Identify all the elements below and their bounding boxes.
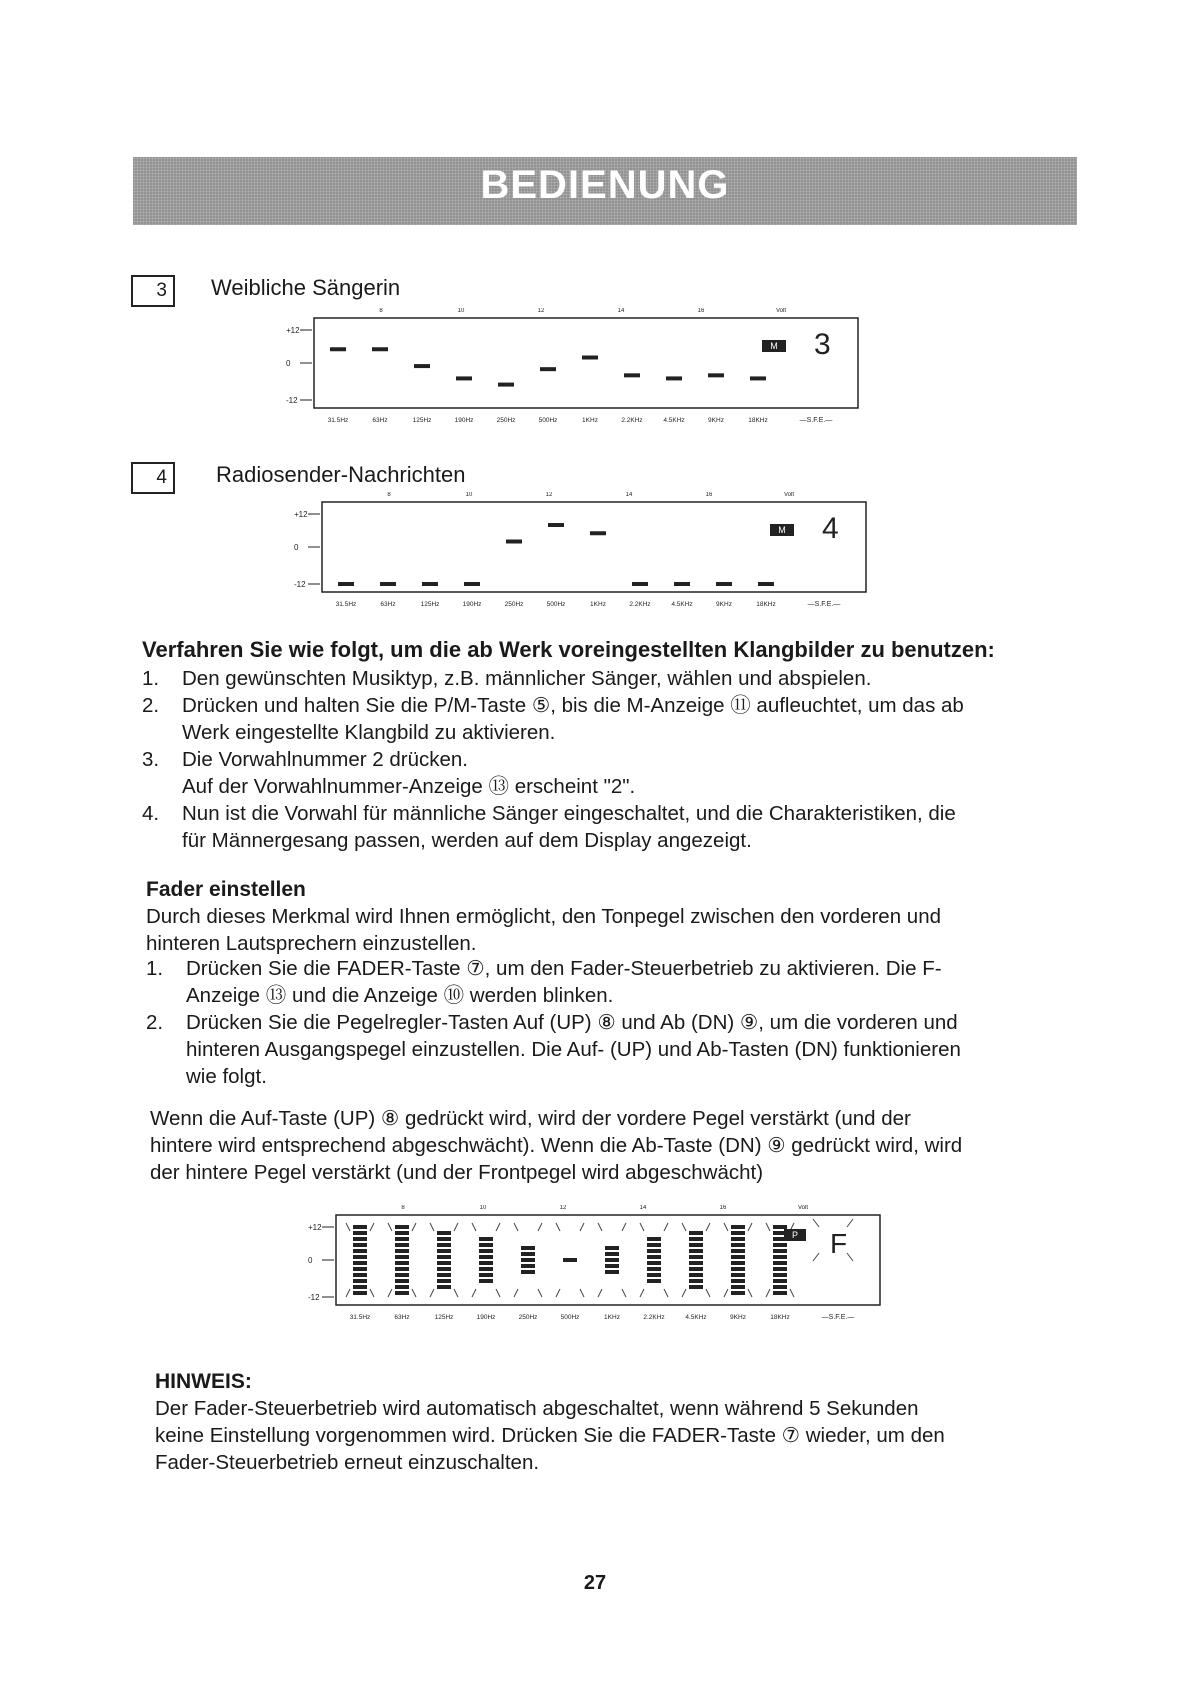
fader-bar-segment [689, 1279, 703, 1283]
fader-bar-segment [689, 1273, 703, 1277]
eq-band-marker [422, 582, 438, 586]
fader-bar-segment [773, 1291, 787, 1295]
top-tick-label: Volt [775, 308, 787, 314]
fader-bar-segment [731, 1267, 745, 1271]
eq-band-marker [372, 347, 388, 351]
fader-bar-segment [731, 1285, 745, 1289]
step-line: Werk eingestellte Klangbild zu aktivieren. [182, 721, 556, 744]
step-line: Die Vorwahlnummer 2 drücken. [182, 748, 468, 771]
step-number: 4. [142, 802, 160, 825]
freq-label: 250Hz [496, 417, 516, 424]
freq-label: 500Hz [546, 601, 566, 608]
freq-label: 4.5KHz [685, 1314, 707, 1321]
freq-label: 18KHz [756, 601, 776, 608]
top-tick-label: 14 [617, 308, 625, 314]
display-frame [314, 318, 858, 408]
list-item [142, 665, 1072, 692]
top-tick-label: 14 [625, 492, 633, 498]
eq-band-marker [666, 376, 682, 380]
eq-band-marker [506, 540, 522, 544]
eq-band-marker [758, 582, 774, 586]
freq-label: 31.5Hz [349, 1314, 371, 1321]
fader-bar-segment [479, 1279, 493, 1283]
step-line: für Männergesang passen, werden auf dem Display angezeigt. [182, 829, 752, 852]
fader-bar-segment [605, 1252, 619, 1256]
fader-bar-segment [773, 1261, 787, 1265]
eq-band-marker [624, 373, 640, 377]
fader-bar-segment [647, 1255, 661, 1259]
fader-bar-segment [689, 1243, 703, 1247]
preset-digit: 3 [814, 328, 831, 361]
freq-label: 4.5KHz [671, 601, 693, 608]
freq-label: 63Hz [372, 417, 388, 424]
fader-bar-segment [521, 1252, 535, 1256]
fader-bar-segment [773, 1243, 787, 1247]
preset-number-box: 4 [131, 462, 175, 494]
fader-bar-segment [647, 1273, 661, 1277]
step-number: 1. [146, 957, 164, 980]
fader-bar-segment [731, 1261, 745, 1265]
freq-label: 125Hz [434, 1314, 454, 1321]
fader-bar-segment [521, 1246, 535, 1250]
eq-band-marker [414, 364, 430, 368]
freq-label: 125Hz [412, 417, 432, 424]
fader-letter: F [830, 1228, 848, 1259]
top-tick-label: 12 [559, 1205, 567, 1211]
note-text [155, 1395, 1085, 1476]
blink-ray [472, 1223, 500, 1297]
freq-label: 63Hz [394, 1314, 410, 1321]
top-tick-label: 12 [537, 308, 545, 314]
display-frame [322, 502, 866, 592]
freq-label: 1KHz [604, 1314, 620, 1321]
step-line: Den gewünschten Musiktyp, z.B. männlicher Sänger, wählen und abspielen. [182, 667, 872, 690]
fader-bar-segment [437, 1237, 451, 1241]
eq-band-marker [750, 376, 766, 380]
fader-bar-segment [353, 1249, 367, 1253]
fader-bar-segment [773, 1249, 787, 1253]
fader-bar-segment [689, 1267, 703, 1271]
freq-label: 4.5KHz [663, 417, 685, 424]
fader-bar-segment [437, 1249, 451, 1253]
step-line: hinteren Ausgangspegel einzustellen. Die Auf- (UP) und Ab-Tasten (DN) funktionieren [186, 1038, 961, 1061]
list-item [142, 800, 1072, 854]
step-line: Auf der Vorwahlnummer-Anzeige ⑬ erscheint "2". [182, 775, 636, 798]
note-heading: HINWEIS: [155, 1370, 252, 1393]
top-tick-label: Volt [797, 1205, 809, 1211]
header-banner [133, 157, 1077, 225]
eq-band-marker [456, 376, 472, 380]
top-tick-label: 16 [705, 492, 713, 498]
y-scale-label: +12 [308, 1223, 322, 1232]
fader-bar-segment [395, 1243, 409, 1247]
fader-bar-segment [479, 1267, 493, 1271]
fader-bar-segment [731, 1255, 745, 1259]
fader-bar-segment [731, 1237, 745, 1241]
freq-label: 500Hz [560, 1314, 580, 1321]
fader-bar-segment [437, 1279, 451, 1283]
y-scale-label: 0 [286, 359, 291, 368]
fader-bar-segment [479, 1243, 493, 1247]
freq-label: 190Hz [454, 417, 474, 424]
freq-label: 125Hz [420, 601, 440, 608]
step-line: Drücken Sie die Pegelregler-Tasten Auf (UP) ⑧ und Ab (DN) ⑨, um die vorderen und [186, 1011, 958, 1034]
eq-band-marker [540, 367, 556, 371]
fader-bar-segment [353, 1225, 367, 1229]
freq-label: 2.2KHz [643, 1314, 665, 1321]
step-number: 2. [142, 694, 160, 717]
fader-bar-segment [773, 1225, 787, 1229]
text-line: Durch dieses Merkmal wird Ihnen ermöglicht, den Tonpegel zwischen den vorderen und [146, 905, 941, 928]
fader-bar-segment [395, 1291, 409, 1295]
fader-bar-segment [647, 1279, 661, 1283]
blink-ray [640, 1223, 668, 1297]
freq-label: 18KHz [770, 1314, 790, 1321]
eq-band-marker [330, 347, 346, 351]
instructions-list [142, 665, 1072, 854]
step-line: Drücken Sie die FADER-Taste ⑦, um den Fader-Steuerbetrieb zu aktivieren. Die F- [186, 957, 942, 980]
fader-bar-segment [647, 1237, 661, 1241]
sfe-label: —S.F.E.— [799, 417, 833, 424]
eq-display-2 [294, 492, 914, 627]
freq-label: 31.5Hz [335, 601, 357, 608]
fader-bar-segment [647, 1249, 661, 1253]
eq-band-marker [582, 356, 598, 360]
freq-label: 2.2KHz [629, 601, 651, 608]
top-tick-label: 12 [545, 492, 553, 498]
fader-bar-segment [437, 1255, 451, 1259]
fader-bar-segment [689, 1249, 703, 1253]
fader-bar-segment [353, 1285, 367, 1289]
list-item [146, 955, 1076, 1009]
eq-band-marker [498, 383, 514, 387]
p-indicator-label: P [791, 1230, 799, 1240]
fader-display [308, 1205, 928, 1340]
fader-bar-segment [395, 1237, 409, 1241]
fader-bar-segment [395, 1273, 409, 1277]
fader-bar-segment [479, 1249, 493, 1253]
fader-bar-segment [689, 1261, 703, 1265]
fader-bar-segment [353, 1261, 367, 1265]
top-tick-label: 8 [401, 1205, 405, 1211]
y-scale-label: 0 [294, 543, 299, 552]
step-line: Nun ist die Vorwahl für männliche Sänger eingeschaltet, und die Charakteristiken, die [182, 802, 956, 825]
fader-bar-segment [731, 1243, 745, 1247]
y-scale-label: +12 [286, 326, 300, 335]
step-line: Drücken und halten Sie die P/M-Taste ⑤, bis die M-Anzeige ⑪ aufleuchtet, um das ab [182, 694, 964, 717]
fader-bar-segment [605, 1270, 619, 1274]
fader-bar-segment [773, 1285, 787, 1289]
freq-label: 9KHz [716, 601, 732, 608]
step-number: 3. [142, 748, 160, 771]
freq-label: 250Hz [518, 1314, 538, 1321]
fader-bar-segment [689, 1255, 703, 1259]
list-item [142, 692, 1072, 746]
step-line: wie folgt. [186, 1065, 267, 1088]
fader-bar-segment [395, 1255, 409, 1259]
fader-bar-segment [353, 1243, 367, 1247]
fader-bar-segment [605, 1258, 619, 1262]
fader-bar-segment [773, 1255, 787, 1259]
fader-bar-segment [479, 1273, 493, 1277]
eq-band-marker [590, 531, 606, 535]
text-line: Der Fader-Steuerbetrieb wird automatisch abgeschaltet, wenn während 5 Sekunden [155, 1397, 919, 1420]
freq-label: 31.5Hz [327, 417, 349, 424]
fader-bar-segment [395, 1261, 409, 1265]
y-scale-label: +12 [294, 510, 308, 519]
m-indicator-label: M [770, 341, 778, 351]
freq-label: 63Hz [380, 601, 396, 608]
top-tick-label: 16 [719, 1205, 727, 1211]
fader-paragraph [150, 1105, 1080, 1186]
fader-bar-segment [689, 1231, 703, 1235]
fader-bar-segment [395, 1285, 409, 1289]
fader-bar-segment [479, 1255, 493, 1259]
fader-bar-segment [479, 1237, 493, 1241]
fader-bar-segment [647, 1261, 661, 1265]
fader-bar-segment [731, 1291, 745, 1295]
fader-bar-segment [437, 1273, 451, 1277]
step-number: 2. [146, 1011, 164, 1034]
fader-bar-segment [479, 1261, 493, 1265]
text-line: Fader-Steuerbetrieb erneut einzuschalten. [155, 1451, 540, 1474]
m-indicator-label: M [778, 525, 786, 535]
fader-bar-segment [689, 1237, 703, 1241]
sfe-label: —S.F.E.— [807, 601, 841, 608]
y-scale-label: 0 [308, 1256, 313, 1265]
eq-band-marker [548, 523, 564, 527]
fader-bar-segment [731, 1273, 745, 1277]
fader-bar-segment [731, 1249, 745, 1253]
fader-bar-segment [437, 1267, 451, 1271]
top-tick-label: 8 [379, 308, 383, 314]
top-tick-label: 14 [639, 1205, 647, 1211]
fader-bar-segment [437, 1261, 451, 1265]
instructions-heading: Verfahren Sie wie folgt, um die ab Werk voreingestellten Klangbilder zu benutzen: [142, 637, 995, 662]
freq-label: 9KHz [708, 417, 724, 424]
page-number: 27 [583, 1572, 607, 1594]
fader-bar-segment [353, 1291, 367, 1295]
fader-bar-segment [773, 1279, 787, 1283]
fader-heading: Fader einstellen [146, 878, 306, 901]
fader-bar-segment [353, 1237, 367, 1241]
text-line: hintere wird entsprechend abgeschwächt). Wenn die Ab-Taste (DN) ⑨ gedrückt wird, wird [150, 1134, 963, 1157]
fader-bar-segment [605, 1246, 619, 1250]
freq-label: 18KHz [748, 417, 768, 424]
fader-bar-segment [605, 1264, 619, 1268]
eq-display-1 [286, 308, 906, 443]
fader-bar-segment [731, 1279, 745, 1283]
fader-bar-segment [773, 1267, 787, 1271]
freq-label: 1KHz [582, 417, 598, 424]
fader-bar-segment [395, 1225, 409, 1229]
preset-number-box: 3 [131, 275, 175, 307]
fader-bar-segment [353, 1267, 367, 1271]
step-number: 1. [142, 667, 160, 690]
fader-bar-segment [353, 1279, 367, 1283]
eq-band-marker [674, 582, 690, 586]
y-scale-label: -12 [308, 1293, 320, 1302]
fader-bar-segment [353, 1231, 367, 1235]
list-item [142, 746, 1072, 800]
text-line: hinteren Lautsprechern einzustellen. [146, 932, 477, 955]
sfe-label: —S.F.E.— [821, 1314, 855, 1321]
eq-band-marker [708, 373, 724, 377]
fader-bar-segment [437, 1285, 451, 1289]
fader-bar-segment [395, 1267, 409, 1271]
text-line: Wenn die Auf-Taste (UP) ⑧ gedrückt wird, wird der vordere Pegel verstärkt (und der [150, 1107, 911, 1130]
text-line: keine Einstellung vorgenommen wird. Drücken Sie die FADER-Taste ⑦ wieder, um den [155, 1424, 945, 1447]
top-tick-label: 10 [465, 492, 473, 498]
fader-bar-segment [731, 1231, 745, 1235]
fader-intro [146, 903, 1076, 957]
top-tick-label: Volt [783, 492, 795, 498]
fader-bar-segment [353, 1273, 367, 1277]
fader-bar-segment [521, 1258, 535, 1262]
fader-bar-segment [395, 1231, 409, 1235]
y-scale-label: -12 [294, 580, 306, 589]
top-tick-label: 8 [387, 492, 391, 498]
fader-bar-segment [395, 1249, 409, 1253]
fader-bar-segment [521, 1264, 535, 1268]
list-item [146, 1009, 1076, 1090]
freq-label: 500Hz [538, 417, 558, 424]
y-scale-label: -12 [286, 396, 298, 405]
freq-label: 9KHz [730, 1314, 746, 1321]
freq-label: 2.2KHz [621, 417, 643, 424]
top-tick-label: 16 [697, 308, 705, 314]
top-tick-label: 10 [457, 308, 465, 314]
fader-bar-segment [647, 1267, 661, 1271]
eq-band-marker [716, 582, 732, 586]
preset-label: Weibliche Sängerin [211, 275, 401, 300]
fader-bar-segment [731, 1225, 745, 1229]
fader-bar-segment [689, 1285, 703, 1289]
fader-bar-segment [437, 1243, 451, 1247]
eq-band-marker [464, 582, 480, 586]
preset-digit: 4 [822, 512, 839, 545]
page-title: BEDIENUNG [480, 163, 730, 207]
text-line: der hintere Pegel verstärkt (und der Frontpegel wird abgeschwächt) [150, 1161, 764, 1184]
fader-bar-segment [563, 1258, 577, 1262]
eq-band-marker [380, 582, 396, 586]
freq-label: 250Hz [504, 601, 524, 608]
fader-bar-segment [353, 1255, 367, 1259]
eq-band-marker [338, 582, 354, 586]
step-line: Anzeige ⑬ und die Anzeige ⑩ werden blinken. [186, 984, 614, 1007]
fader-bar-segment [437, 1231, 451, 1235]
fader-bar-segment [647, 1243, 661, 1247]
freq-label: 1KHz [590, 601, 606, 608]
fader-bar-segment [521, 1270, 535, 1274]
preset-label: Radiosender-Nachrichten [216, 462, 466, 487]
freq-label: 190Hz [476, 1314, 496, 1321]
freq-label: 190Hz [462, 601, 482, 608]
fader-bar-segment [773, 1273, 787, 1277]
fader-bar-segment [395, 1279, 409, 1283]
top-tick-label: 10 [479, 1205, 487, 1211]
eq-band-marker [632, 582, 648, 586]
fader-steps [146, 955, 1076, 1090]
